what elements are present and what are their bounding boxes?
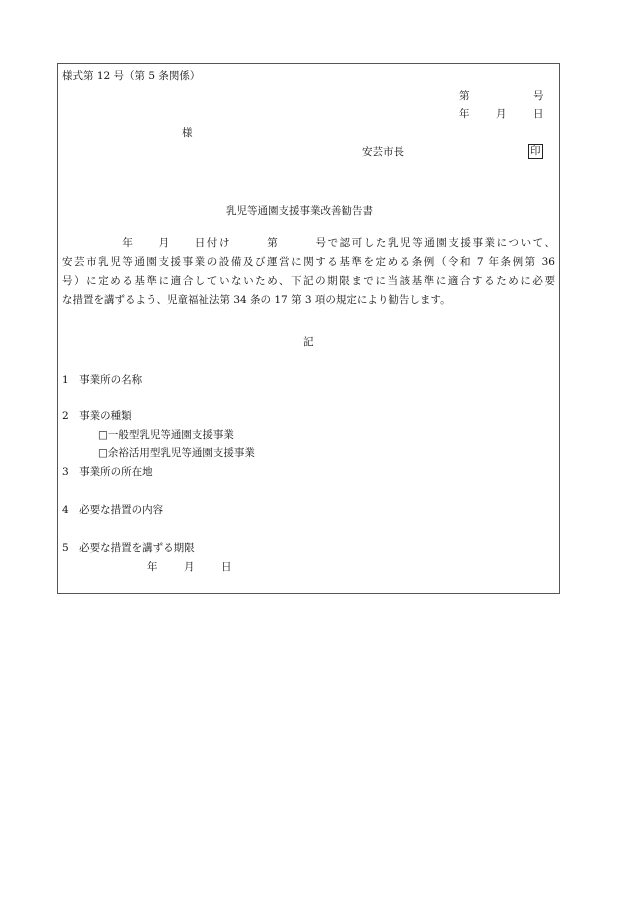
date-year: 年 [459,108,470,120]
body-line-3: 号）に定める基準に適合していないため、下記の期限までに当該基準に適合するために必要 [62,275,555,287]
body-line-4: な措置を講ずるよう、児童福祉法第 34 条の 17 第 3 項の規定により勧告します。 [62,294,451,306]
deadline-month: 月 [184,561,195,573]
doc-number-dai: 第 [459,90,470,102]
body-paragraph [62,234,555,310]
date-month: 月 [496,108,507,120]
deadline-day: 日 [221,561,232,573]
item-2: 2 事業の種類 [62,410,132,422]
item-3: 3 事業所の所在地 [62,466,153,478]
seal-stamp [528,144,543,159]
item-4: 4 必要な措置の内容 [62,504,164,516]
deadline-year: 年 [147,561,158,573]
date-day: 日 [533,108,544,120]
seal-label: 印 [530,145,541,157]
body-line-2: 安芸市乳児等通園支援事業の設備及び運営に関する基準を定める条例（令和 7 年条例第 36 [62,256,555,268]
body-line-1: 年 月 日付け 第 号で認可した乳児等通園支援事業について、 [62,237,555,249]
form-label: 様式第 12 号（第 5 条関係） [62,70,201,82]
option-general: □一般型乳児等通園支援事業 [98,429,234,441]
item-1: 1 事業所の名称 [62,374,143,386]
addressee-suffix: 様 [182,127,193,139]
document-title: 乳児等通園支援事業改善勧告書 [226,205,373,217]
issuer: 安芸市長 [362,146,404,158]
ki-heading: 記 [303,336,314,348]
option-surplus: □余裕活用型乳児等通園支援事業 [98,447,255,459]
item-5: 5 必要な措置を講ずる期限 [62,542,195,554]
doc-number-go: 号 [533,90,544,102]
